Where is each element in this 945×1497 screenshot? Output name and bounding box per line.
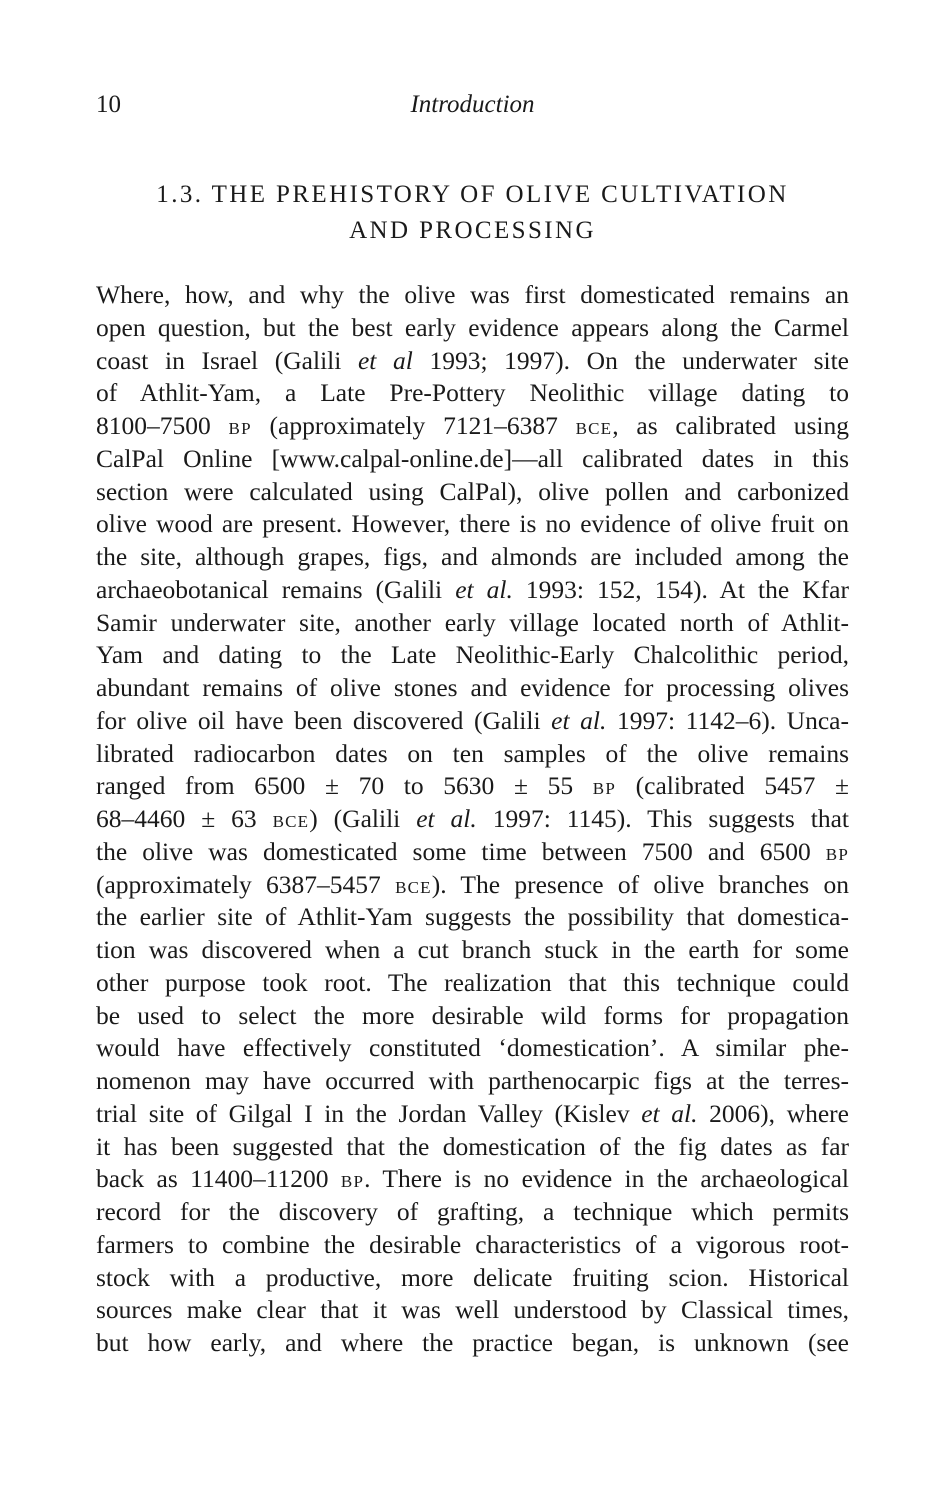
section-heading-line: AND PROCESSING (349, 217, 596, 244)
text-line: Samir underwater site, another early village located north of Athlit- (96, 607, 849, 637)
text-line: of Athlit-Yam, a Late Pre-Pottery Neolithic village dating to (96, 378, 849, 408)
body-paragraph (96, 279, 849, 1360)
text-line: would have effectively constituted ‘domestication’. A similar phe- (96, 1033, 849, 1063)
section-heading-line: 1.3. THE PREHISTORY OF OLIVE CULTIVATION (156, 181, 789, 208)
text-line: Where, how, and why the olive was first domesticated remains an (96, 280, 849, 309)
running-head: Introduction (410, 91, 535, 118)
text-line: 8100–7500 BP (approximately 7121–6387 BCE, as calibrated using (96, 411, 849, 440)
text-line: be used to select the more desirable wild forms for propagation (96, 1000, 849, 1030)
text-line: tion was discovered when a cut branch stuck in the earth for some (96, 935, 849, 964)
text-line: the olive was domesticated some time between 7500 and 6500 BP (96, 836, 849, 866)
text-line: olive wood are present. However, there is no evidence of olive fruit on (96, 509, 849, 539)
text-line: coast in Israel (Galili et al 1993; 1997). On the underwater site (96, 345, 849, 375)
text-line: the earlier site of Athlit-Yam suggests the possibility that domestica- (96, 902, 849, 932)
text-line: other purpose took root. The realization that this technique could (96, 967, 849, 997)
text-line: Yam and dating to the Late Neolithic-Early Chalcolithic period, (96, 640, 849, 670)
text-line: abundant remains of olive stones and evidence for processing olives (96, 673, 849, 702)
page-number: 10 (96, 91, 121, 118)
text-line: record for the discovery of grafting, a technique which permits (96, 1197, 849, 1226)
text-line: stock with a productive, more delicate fruiting scion. Historical (96, 1262, 849, 1292)
text-line: farmers to combine the desirable characteristics of a vigorous root- (96, 1229, 849, 1259)
text-line: for olive oil have been discovered (Galili et al. 1997: 1142–6). Unca- (96, 705, 849, 735)
text-line: nomenon may have occurred with parthenocarpic figs at the terres- (96, 1066, 849, 1095)
text-line: back as 11400–11200 BP. There is no evidence in the archaeological (96, 1164, 849, 1194)
text-line: section were calculated using CalPal), olive pollen and carbonized (96, 476, 849, 506)
text-line: (approximately 6387–5457 BCE). The presence of olive branches on (96, 869, 849, 899)
text-line: the site, although grapes, figs, and almonds are included among the (96, 542, 849, 571)
text-line: 68–4460 ± 63 BCE) (Galili et al. 1997: 1145). This suggests that (96, 804, 849, 833)
text-line: ranged from 6500 ± 70 to 5630 ± 55 BP (calibrated 5457 ± (96, 771, 849, 801)
text-line: it has been suggested that the domestication of the fig dates as far (96, 1131, 849, 1161)
text-line: sources make clear that it was well understood by Classical times, (96, 1295, 849, 1325)
text-line: CalPal Online [www.calpal-online.de]—all calibrated dates in this (96, 443, 849, 473)
text-line: but how early, and where the practice began, is unknown (see (96, 1328, 849, 1357)
text-line: trial site of Gilgal I in the Jordan Valley (Kislev et al. 2006), where (96, 1098, 849, 1128)
text-line: archaeobotanical remains (Galili et al. 1993: 152, 154). At the Kfar (96, 574, 849, 604)
text-line: librated radiocarbon dates on ten samples of the olive remains (96, 738, 849, 768)
text-line: open question, but the best early evidence appears along the Carmel (96, 312, 849, 342)
section-heading (96, 177, 849, 249)
